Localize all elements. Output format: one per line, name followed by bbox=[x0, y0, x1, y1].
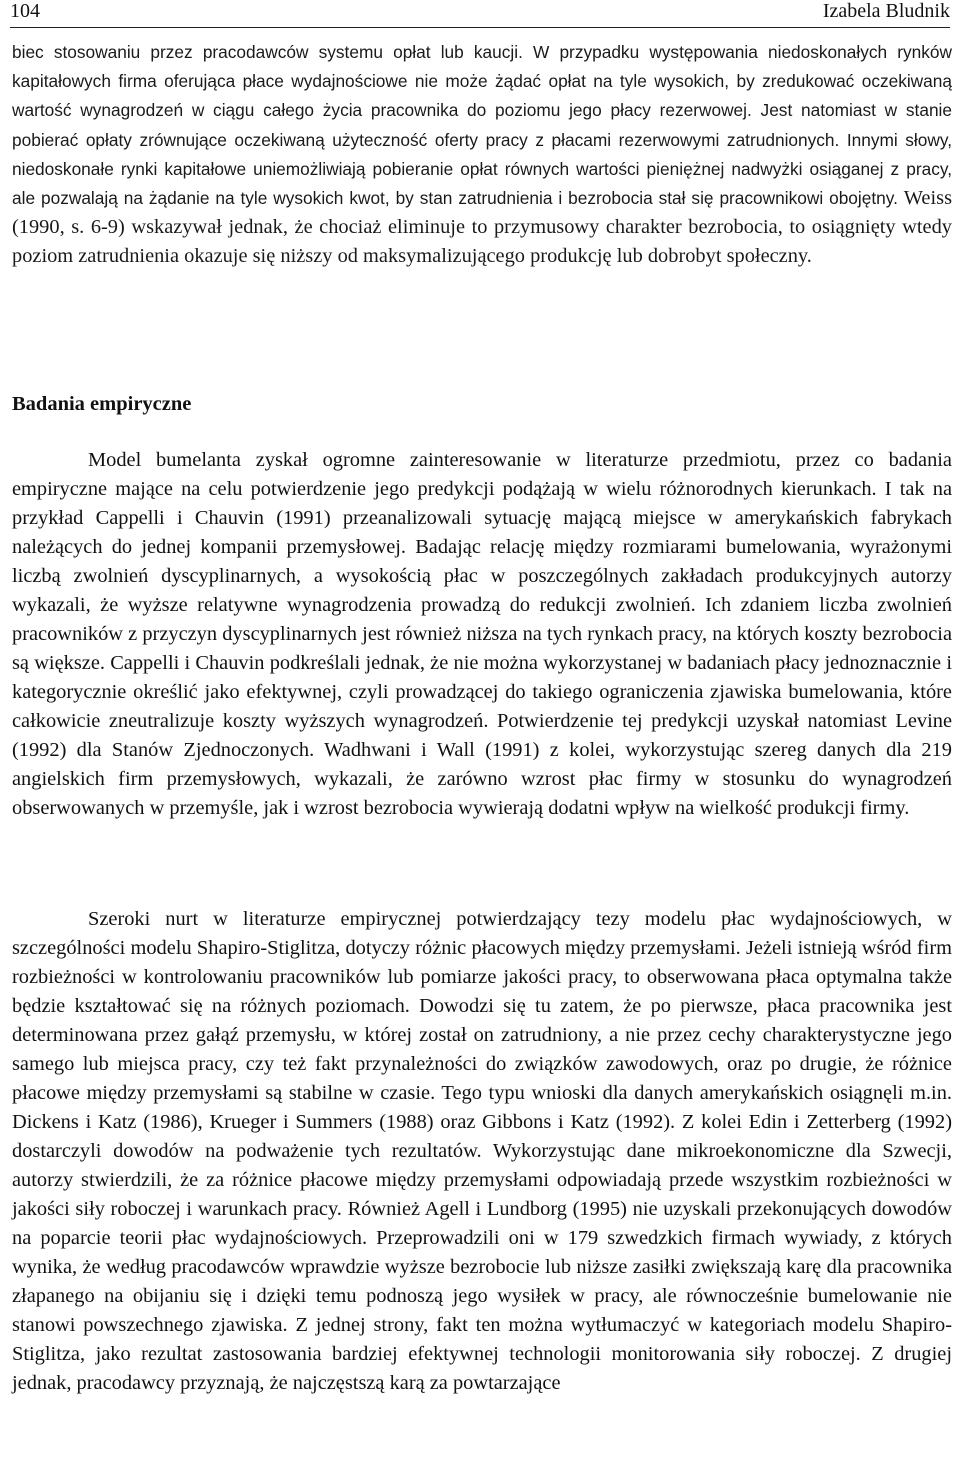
page-header bbox=[10, 0, 950, 22]
paragraph-continued-sans-text: biec stosowaniu przez pracodawców systemu opłat lub kaucji. W przypadku występowania niedoskonałych rynków kapitałowych firma oferująca płace wydajnościowe nie może żądać opłat na tyle wysokich, by zredukować oczekiwaną wartość wynagrodzeń w ciągu całego życia pracownika do poziomu jego płacy rezerwowej. Jest natomiast w stanie pobierać opłaty zrównujące oczekiwaną użyteczność oferty pracy z płacami rezerwowymi zatrudnionych. Innymi słowy, niedoskonałe rynki kapitałowe uniemożliwiają pobieranie opłat równych wartości pieniężnej nadwyżki osiąganej z pracy, ale pozwalają na żądanie na tyle wysokich kwot, by stan zatrudnienia i bezrobocia stał się pracownikowi obojętny. bbox=[12, 42, 952, 209]
header-rule bbox=[10, 27, 950, 28]
paragraph-szeroki-nurt: Szeroki nurt w literaturze empirycznej potwierdzający tezy modelu płac wydajnościowych, w szczególności modelu Shapiro-Stiglitza, dotyczy różnic płacowych między przemysłami. Jeżeli istnieją wśród firm rozbieżności w kontrolowaniu pracowników lub pomiarze jakości pracy, to obserwowana płaca optymalna także będzie kształtować się na różnych poziomach. Dowodzi się tu zatem, że po pierwsze, płaca pracownika jest determinowana przez gałąź przemysłu, w której został on zatrudniony, a nie przez cechy charakterystyczne jego samego lub miejsca pracy, czy też fakt przynależności do związków zawodowych, oraz po drugie, że różnice płacowe między przemysłami są stabilne w czasie. Tego typu wnioski dla danych amerykańskich osiągnęli m.in. Dickens i Katz (1986), Krueger i Summers (1988) oraz Gibbons i Katz (1992). Z kolei Edin i Zetterberg (1992) dostarczyli dowodów na podważenie tych rezultatów. Wykorzystując dane mikroekonomiczne dla Szwecji, autorzy stwierdzili, że za różnice płacowe między przemysłami odpowiadają przede wszystkim rozbieżności w jakości siły roboczej i warunkach pracy. Również Agell i Lundborg (1995) nie uzyskali przekonujących dowodów na poparcie teorii płac wydajnościowych. Przeprowadzili oni w 179 szwedzkich firmach wywiady, z których wynika, że według pracodawców wprawdzie wyższe bezrobocie lub niższe zasiłki zwiększają karę dla pracownika złapanego na obijaniu się i dzięki temu podnoszą jego wysiłek w pracy, ale równocześnie bumelowanie nie stanowi powszechnego zjawiska. Z jednej strony, fakt ten można wytłumaczyć w kategoriach modelu Shapiro-Stiglitza, jako rezultat zastosowania bardziej efektywnej technologii monitorowania siły roboczej. Z drugiej jednak, pracodawcy przyznają, że najczęstszą karą za powtarzające bbox=[12, 907, 952, 1394]
paragraph-continued-serif-text: Weiss (1990, s. 6-9) wskazywał jednak, że chociaż eliminuje to przymusowy charakter bezrobocia, to osiągnięty wtedy poziom zatrudnienia okazuje się niższy od maksymalizującego produkcję lub dobrobyt społeczny. bbox=[12, 187, 952, 268]
running-head-author: Izabela Bludnik bbox=[822, 0, 950, 22]
paragraph-continued bbox=[12, 38, 952, 272]
section-heading: Badania empiryczne bbox=[12, 393, 192, 415]
paragraph-model-bumelanta: Model bumelanta zyskał ogromne zainteresowanie w literaturze przedmiotu, przez co badania empiryczne mające na celu potwierdzenie jego predykcji podążają w wielu różnorodnych kierunkach. I tak na przykład Cappelli i Chauvin (1991) przeanalizowali sytuację mającą miejsce w amerykańskich fabrykach należących do jednej kompanii przemysłowej. Badając relację między rozmiarami bumelowania, wyrażonymi liczbą zwolnień dyscyplinarnych, a wysokością płac w poszczególnych zakładach produkcyjnych autorzy wykazali, że wyższe relatywne wynagrodzenia prowadzą do redukcji zwolnień. Ich zdaniem liczba zwolnień pracowników z przyczyn dyscyplinarnych jest również niższa na tych rynkach pracy, na których koszty bezrobocia są większe. Cappelli i Chauvin podkreślali jednak, że nie można wykorzystanej w badaniach płacy jednoznacznie i kategorycznie określić jako efektywnej, czyli prowadzącej do takiego ograniczenia zjawiska bumelowania, które całkowicie zneutralizuje koszty wyższych wynagrodzeń. Potwierdzenie tej predykcji uzyskał natomiast Levine (1992) dla Stanów Zjednoczonych. Wadhwani i Wall (1991) z kolei, wykorzystując szereg danych dla 219 angielskich firm przemysłowych, wykazali, że zarówno wzrost płac firmy w stosunku do wynagrodzeń obserwowanych w przemyśle, jak i wzrost bezrobocia wywierają dodatni wpływ na wielkość produkcji firmy. bbox=[12, 449, 952, 820]
page-number: 104 bbox=[10, 0, 40, 22]
